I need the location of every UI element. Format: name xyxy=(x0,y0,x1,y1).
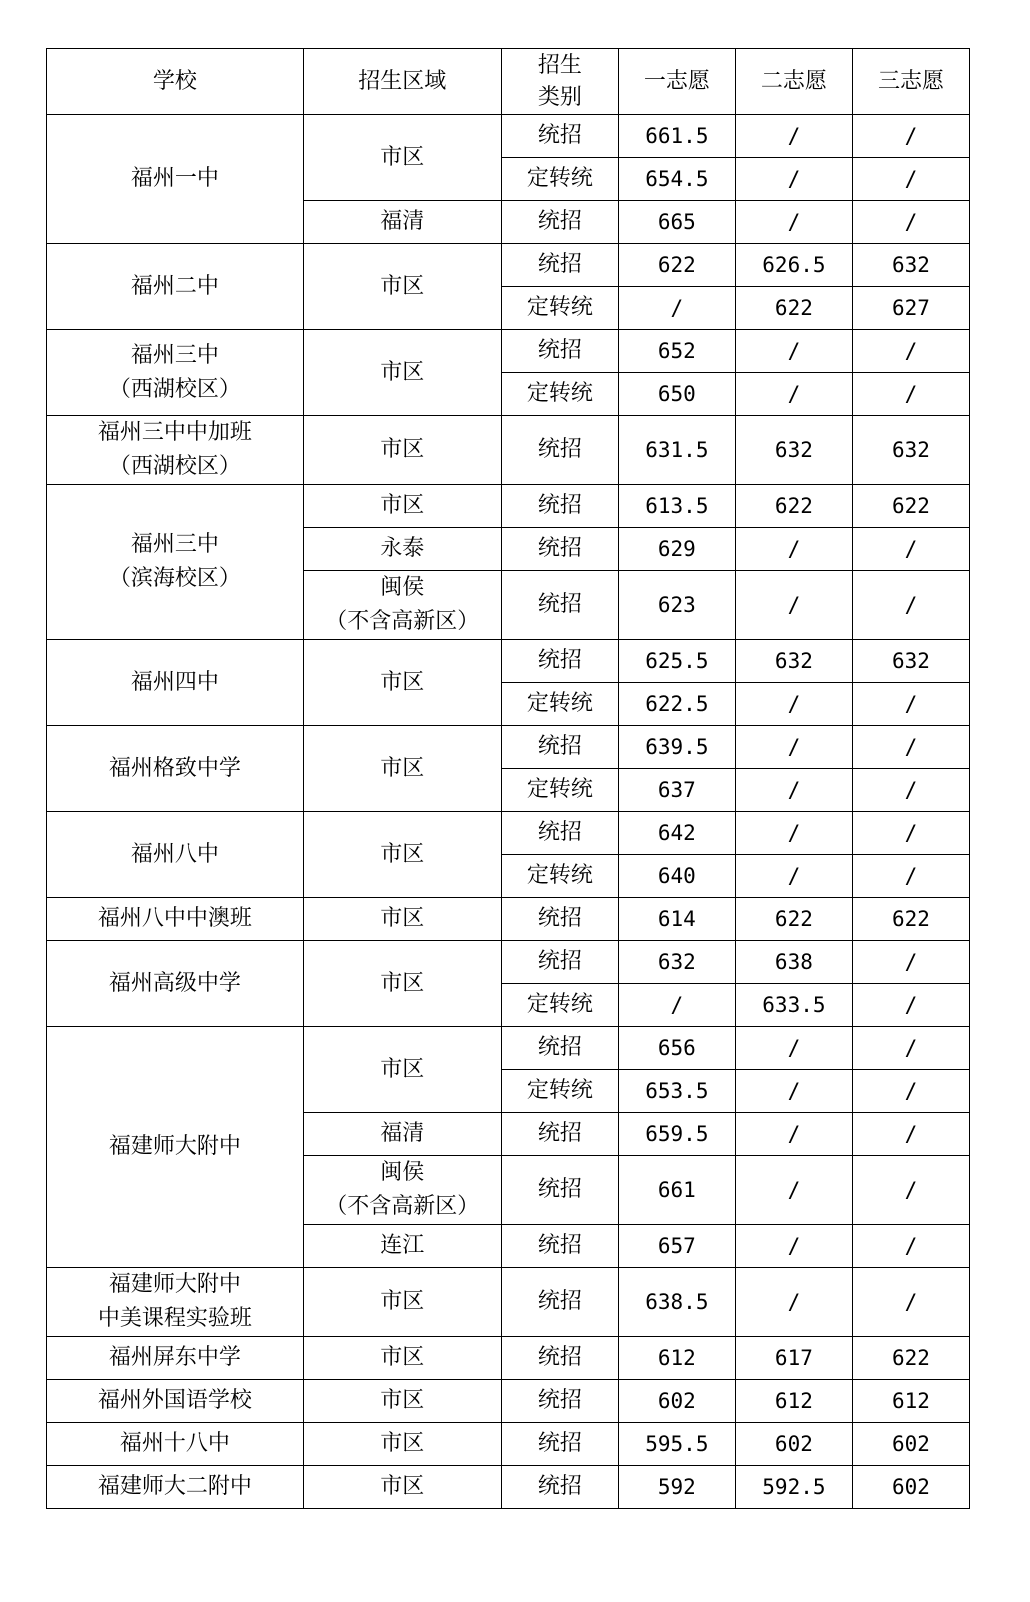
choice3-score: 622 xyxy=(852,1337,969,1380)
region-cell xyxy=(303,640,501,726)
category-cell: 统招 xyxy=(501,528,618,571)
choice2-score: / xyxy=(735,571,852,640)
header-school: 学校 xyxy=(47,49,304,115)
table-row xyxy=(47,640,970,683)
choice1-score: 612 xyxy=(618,1337,735,1380)
header-choice2: 二志愿 xyxy=(735,49,852,115)
choice2-score: 617 xyxy=(735,1337,852,1380)
choice2-score: 622 xyxy=(735,485,852,528)
region-cell xyxy=(303,726,501,812)
choice1-score: 632 xyxy=(618,941,735,984)
school-name-line: 福州八中中澳班 xyxy=(97,906,252,931)
choice1-score: 659.5 xyxy=(618,1113,735,1156)
category-cell: 定转统 xyxy=(501,769,618,812)
table-body xyxy=(47,115,970,1509)
choice2-score: / xyxy=(735,1113,852,1156)
region-name-line: 市区 xyxy=(380,273,425,299)
choice3-score: / xyxy=(852,158,969,201)
school-name-line: 福州一中 xyxy=(130,166,219,191)
choice2-score: 632 xyxy=(735,640,852,683)
choice3-score: / xyxy=(852,1268,969,1337)
choice1-score: 629 xyxy=(618,528,735,571)
region-cell xyxy=(303,898,501,941)
region-name-line: 市区 xyxy=(380,755,425,781)
category-cell: 统招 xyxy=(501,244,618,287)
school-name-line: 福州八中 xyxy=(130,841,219,867)
region-name-line: （不含高新区） xyxy=(325,609,480,634)
choice3-score: / xyxy=(852,984,969,1027)
choice3-score: / xyxy=(852,683,969,726)
choice3-score: 622 xyxy=(852,485,969,528)
category-cell: 定转统 xyxy=(501,1070,618,1113)
choice3-score: 602 xyxy=(852,1466,969,1509)
region-name-line: 福清 xyxy=(380,209,425,234)
school-name-line: 福建师大附中 xyxy=(108,1134,241,1159)
school-cell xyxy=(47,1027,304,1268)
region-name-line: 市区 xyxy=(380,1056,425,1082)
choice2-score: 602 xyxy=(735,1423,852,1466)
choice1-score: 613.5 xyxy=(618,485,735,528)
school-cell xyxy=(47,330,304,416)
choice1-score: 614 xyxy=(618,898,735,941)
region-name-line: 市区 xyxy=(380,359,425,385)
region-cell xyxy=(303,1268,501,1337)
region-cell xyxy=(303,1380,501,1423)
choice3-score: 612 xyxy=(852,1380,969,1423)
region-cell xyxy=(303,485,501,528)
category-cell: 统招 xyxy=(501,201,618,244)
choice3-score: / xyxy=(852,1156,969,1225)
choice3-score: / xyxy=(852,1225,969,1268)
school-cell xyxy=(47,244,304,330)
school-name-line: （西湖校区） xyxy=(108,454,241,479)
choice1-score: 661.5 xyxy=(618,115,735,158)
choice2-score: / xyxy=(735,855,852,898)
choice3-score: / xyxy=(852,812,969,855)
region-name-line: 市区 xyxy=(380,841,425,867)
choice2-score: / xyxy=(735,726,852,769)
category-cell: 统招 xyxy=(501,1380,618,1423)
choice2-score: 632 xyxy=(735,416,852,485)
choice1-score: 637 xyxy=(618,769,735,812)
choice3-score: / xyxy=(852,115,969,158)
table-row xyxy=(47,1268,970,1337)
table-row xyxy=(47,416,970,485)
school-name-line: 福州十八中 xyxy=(119,1431,230,1456)
region-cell xyxy=(303,1337,501,1380)
region-cell xyxy=(303,201,501,244)
region-name-line: 市区 xyxy=(380,1388,425,1413)
category-cell: 统招 xyxy=(501,1027,618,1070)
school-name-line: 福州二中 xyxy=(130,273,219,299)
category-cell: 统招 xyxy=(501,330,618,373)
choice1-score: 625.5 xyxy=(618,640,735,683)
school-name-line: 福州三中中加班 xyxy=(97,420,252,445)
choice3-score: 632 xyxy=(852,640,969,683)
choice3-score: / xyxy=(852,373,969,416)
category-cell: 统招 xyxy=(501,1423,618,1466)
region-name-line: 市区 xyxy=(380,1345,425,1370)
choice3-score: 627 xyxy=(852,287,969,330)
region-cell xyxy=(303,1027,501,1113)
choice1-score: 623 xyxy=(618,571,735,640)
header-row xyxy=(47,49,970,115)
table-row xyxy=(47,1027,970,1070)
choice2-score: 633.5 xyxy=(735,984,852,1027)
category-cell: 统招 xyxy=(501,485,618,528)
choice1-score: 602 xyxy=(618,1380,735,1423)
choice3-score: / xyxy=(852,855,969,898)
choice1-score: 656 xyxy=(618,1027,735,1070)
table-row xyxy=(47,941,970,984)
region-cell xyxy=(303,941,501,1027)
choice3-score: 632 xyxy=(852,244,969,287)
school-cell xyxy=(47,1337,304,1380)
choice1-score: 622.5 xyxy=(618,683,735,726)
school-cell xyxy=(47,1466,304,1509)
table-row xyxy=(47,1337,970,1380)
header-category-line2: 类别 xyxy=(537,84,582,110)
header-region: 招生区域 xyxy=(303,49,501,115)
choice2-score: 638 xyxy=(735,941,852,984)
category-cell: 统招 xyxy=(501,571,618,640)
category-cell: 定转统 xyxy=(501,158,618,201)
choice3-score: / xyxy=(852,571,969,640)
region-name-line: 市区 xyxy=(380,493,425,518)
choice2-score: / xyxy=(735,769,852,812)
school-name-line: 福州三中 xyxy=(130,532,219,557)
header-choice1: 一志愿 xyxy=(618,49,735,115)
school-name-line: 福建师大附中 xyxy=(108,1272,241,1297)
category-cell: 统招 xyxy=(501,1156,618,1225)
choice2-score: / xyxy=(735,1156,852,1225)
score-table xyxy=(46,48,970,1509)
category-cell: 统招 xyxy=(501,416,618,485)
choice1-score: 631.5 xyxy=(618,416,735,485)
choice3-score: 622 xyxy=(852,898,969,941)
region-cell xyxy=(303,1466,501,1509)
choice1-score: 657 xyxy=(618,1225,735,1268)
choice3-score: 602 xyxy=(852,1423,969,1466)
choice3-score: 632 xyxy=(852,416,969,485)
choice3-score: / xyxy=(852,1027,969,1070)
school-cell xyxy=(47,898,304,941)
region-cell xyxy=(303,416,501,485)
region-cell xyxy=(303,1423,501,1466)
choice2-score: / xyxy=(735,1070,852,1113)
table-row xyxy=(47,1466,970,1509)
choice1-score: 639.5 xyxy=(618,726,735,769)
school-cell xyxy=(47,115,304,244)
choice1-score: / xyxy=(618,984,735,1027)
table-row xyxy=(47,1380,970,1423)
table-row xyxy=(47,898,970,941)
region-cell xyxy=(303,571,501,640)
school-name-line: 福州三中 xyxy=(130,342,219,368)
table-row xyxy=(47,812,970,855)
region-cell xyxy=(303,1225,501,1268)
school-cell xyxy=(47,416,304,485)
choice2-score: / xyxy=(735,158,852,201)
choice2-score: 622 xyxy=(735,287,852,330)
school-name-line: 福州格致中学 xyxy=(108,755,241,781)
school-name-line: （西湖校区） xyxy=(108,376,241,402)
region-name-line: 闽侯 xyxy=(380,1160,425,1185)
choice3-score: / xyxy=(852,769,969,812)
region-name-line: 市区 xyxy=(380,906,425,931)
choice3-score: / xyxy=(852,941,969,984)
choice2-score: 612 xyxy=(735,1380,852,1423)
table-row xyxy=(47,726,970,769)
choice1-score: 642 xyxy=(618,812,735,855)
choice3-score: / xyxy=(852,528,969,571)
choice1-score: 638.5 xyxy=(618,1268,735,1337)
category-cell: 定转统 xyxy=(501,984,618,1027)
choice1-score: 650 xyxy=(618,373,735,416)
region-name-line: 永泰 xyxy=(380,536,425,561)
choice2-score: 592.5 xyxy=(735,1466,852,1509)
choice2-score: 622 xyxy=(735,898,852,941)
choice1-score: 652 xyxy=(618,330,735,373)
category-cell: 统招 xyxy=(501,1225,618,1268)
choice2-score: / xyxy=(735,115,852,158)
category-cell: 定转统 xyxy=(501,855,618,898)
region-name-line: 市区 xyxy=(380,669,425,695)
choice2-score: / xyxy=(735,1268,852,1337)
region-cell xyxy=(303,528,501,571)
region-name-line: 福清 xyxy=(380,1121,425,1146)
choice1-score: 592 xyxy=(618,1466,735,1509)
choice1-score: 595.5 xyxy=(618,1423,735,1466)
school-name-line: （滨海校区） xyxy=(108,566,241,591)
choice1-score: 654.5 xyxy=(618,158,735,201)
choice1-score: 622 xyxy=(618,244,735,287)
school-cell xyxy=(47,941,304,1027)
school-cell xyxy=(47,1423,304,1466)
choice2-score: 626.5 xyxy=(735,244,852,287)
choice2-score: / xyxy=(735,528,852,571)
category-cell: 统招 xyxy=(501,640,618,683)
category-cell: 统招 xyxy=(501,1113,618,1156)
table-row xyxy=(47,244,970,287)
school-cell xyxy=(47,1380,304,1423)
header-category xyxy=(501,49,618,115)
choice1-score: / xyxy=(618,287,735,330)
category-cell: 统招 xyxy=(501,1268,618,1337)
category-cell: 统招 xyxy=(501,726,618,769)
choice2-score: / xyxy=(735,201,852,244)
choice1-score: 640 xyxy=(618,855,735,898)
region-cell xyxy=(303,115,501,201)
region-cell xyxy=(303,812,501,898)
school-name-line: 中美课程实验班 xyxy=(97,1306,252,1331)
region-name-line: 连江 xyxy=(380,1233,425,1258)
region-name-line: 市区 xyxy=(380,1474,425,1499)
region-name-line: 市区 xyxy=(380,1431,425,1456)
category-cell: 统招 xyxy=(501,115,618,158)
choice3-score: / xyxy=(852,726,969,769)
region-name-line: 市区 xyxy=(380,1289,425,1314)
choice1-score: 653.5 xyxy=(618,1070,735,1113)
choice1-score: 665 xyxy=(618,201,735,244)
table-row xyxy=(47,485,970,528)
region-name-line: 市区 xyxy=(380,437,425,462)
region-name-line: 市区 xyxy=(380,970,425,996)
school-cell xyxy=(47,1268,304,1337)
region-name-line: （不含高新区） xyxy=(325,1194,480,1219)
choice2-score: / xyxy=(735,812,852,855)
region-cell xyxy=(303,1113,501,1156)
choice2-score: / xyxy=(735,373,852,416)
choice2-score: / xyxy=(735,1027,852,1070)
choice2-score: / xyxy=(735,683,852,726)
category-cell: 统招 xyxy=(501,898,618,941)
choice1-score: 661 xyxy=(618,1156,735,1225)
choice3-score: / xyxy=(852,330,969,373)
school-cell xyxy=(47,812,304,898)
school-name-line: 福州屏东中学 xyxy=(108,1345,241,1370)
choice2-score: / xyxy=(735,330,852,373)
table-row xyxy=(47,1423,970,1466)
table-row xyxy=(47,330,970,373)
choice2-score: / xyxy=(735,1225,852,1268)
category-cell: 定转统 xyxy=(501,683,618,726)
region-name-line: 市区 xyxy=(380,144,425,170)
school-cell xyxy=(47,640,304,726)
category-cell: 统招 xyxy=(501,1337,618,1380)
region-cell xyxy=(303,330,501,416)
header-category-line1: 招生 xyxy=(537,52,582,78)
region-cell xyxy=(303,1156,501,1225)
region-cell xyxy=(303,244,501,330)
category-cell: 统招 xyxy=(501,1466,618,1509)
school-name-line: 福州外国语学校 xyxy=(97,1388,252,1413)
header-choice3: 三志愿 xyxy=(852,49,969,115)
table-row xyxy=(47,115,970,158)
school-name-line: 福州四中 xyxy=(130,669,219,695)
choice3-score: / xyxy=(852,201,969,244)
choice3-score: / xyxy=(852,1113,969,1156)
school-cell xyxy=(47,726,304,812)
school-cell xyxy=(47,485,304,640)
category-cell: 定转统 xyxy=(501,287,618,330)
school-name-line: 福州高级中学 xyxy=(108,970,241,996)
category-cell: 统招 xyxy=(501,812,618,855)
choice3-score: / xyxy=(852,1070,969,1113)
region-name-line: 闽侯 xyxy=(380,575,425,600)
category-cell: 统招 xyxy=(501,941,618,984)
school-name-line: 福建师大二附中 xyxy=(97,1474,252,1499)
category-cell: 定转统 xyxy=(501,373,618,416)
